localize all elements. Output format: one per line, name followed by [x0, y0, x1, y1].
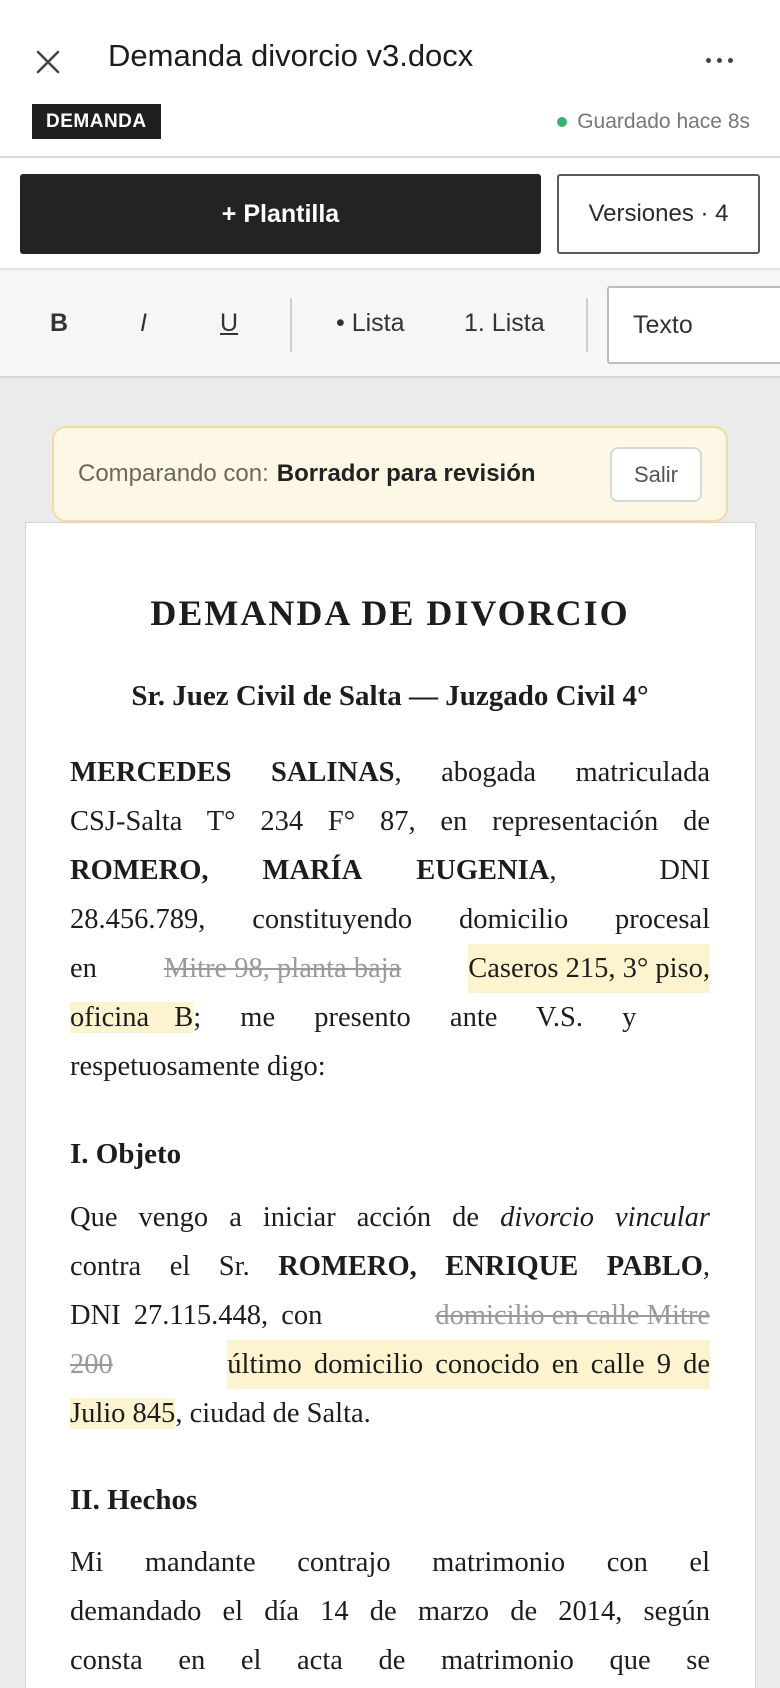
paragraph-line: DNI 27.115.448, con domicilio en calle Mitre	[70, 1291, 710, 1340]
compare-label	[78, 428, 536, 520]
compare-target: Borrador para revisión	[276, 460, 536, 487]
underline-button[interactable]: U	[220, 308, 239, 337]
exit-compare-button[interactable]: Salir	[610, 447, 702, 502]
paragraph-line: Julio 845, ciudad de Salta.	[70, 1398, 371, 1429]
more-options-button[interactable]	[694, 40, 744, 80]
compare-banner	[52, 426, 728, 522]
inserted-text: último domicilio conocido en calle 9 de	[227, 1340, 710, 1389]
paragraph-line: MERCEDES SALINAS, abogada matriculada	[70, 757, 710, 788]
paragraph-line	[70, 1340, 710, 1389]
document-heading: DEMANDA DE DIVORCIO	[150, 593, 630, 633]
deleted-text: domicilio en calle Mitre	[435, 1300, 710, 1331]
italic-button[interactable]: I	[140, 308, 147, 337]
inserted-text: Caseros 215, 3° piso,	[468, 944, 710, 993]
save-status	[557, 110, 750, 134]
toolbar-divider	[290, 298, 292, 352]
versions-button[interactable]: Versiones · 4	[557, 174, 760, 254]
paragraph-line: CSJ-Salta T° 234 F° 87, en representación de	[70, 806, 710, 837]
numbered-list-button[interactable]: 1. Lista	[464, 308, 545, 337]
deleted-text: 200	[70, 1349, 113, 1380]
paragraph-line: contra el Sr. ROMERO, ENRIQUE PABLO,	[70, 1251, 710, 1282]
paragraph-line: ROMERO, MARÍA EUGENIA, DNI	[70, 855, 710, 886]
section-heading: II. Hechos	[70, 1484, 198, 1516]
paragraph-line: 28.456.789, constituyendo domicilio procesal	[70, 904, 710, 935]
paragraph-line: Mi mandante contrajo matrimonio con el	[70, 1547, 710, 1578]
status-dot-icon	[557, 117, 567, 127]
document-addressee: Sr. Juez Civil de Salta — Juzgado Civil 4°	[131, 680, 649, 712]
close-icon	[35, 49, 61, 75]
paragraph-line: respetuosamente digo:	[70, 1051, 326, 1082]
section-heading: I. Objeto	[70, 1138, 182, 1170]
more-dots-icon	[706, 58, 711, 63]
paragraph-line: consta en el acta de matrimonio que se	[70, 1645, 710, 1676]
bullet-list-button[interactable]: • Lista	[336, 308, 405, 337]
bold-button[interactable]: B	[50, 308, 69, 337]
toolbar-divider	[586, 298, 588, 352]
inserted-text: oficina B	[70, 1002, 194, 1033]
close-button[interactable]	[26, 40, 70, 84]
deleted-text: Mitre 98, planta baja	[163, 953, 402, 984]
paragraph-line: en Mitre 98, planta baja Caseros 215, 3° piso,	[70, 944, 710, 993]
document-type-badge: DEMANDA	[32, 104, 161, 139]
document-title: Demanda divorcio v3.docx	[108, 38, 474, 73]
app-header	[0, 0, 780, 158]
add-template-button[interactable]: + Plantilla	[20, 174, 541, 254]
inserted-text: Julio 845	[70, 1398, 176, 1429]
save-status-text: Guardado hace 8s	[577, 110, 750, 133]
text-style-select[interactable]: Texto	[607, 286, 780, 364]
formatting-toolbar	[0, 270, 780, 378]
paragraph-line: oficina B; me presento ante V.S. y	[70, 1002, 637, 1033]
paragraph-line: Que vengo a iniciar acción de divorcio vincular	[70, 1202, 710, 1233]
compare-prefix: Comparando con:	[78, 460, 269, 487]
action-bar	[0, 158, 780, 270]
paragraph-line: demandado el día 14 de marzo de 2014, según	[70, 1596, 710, 1627]
